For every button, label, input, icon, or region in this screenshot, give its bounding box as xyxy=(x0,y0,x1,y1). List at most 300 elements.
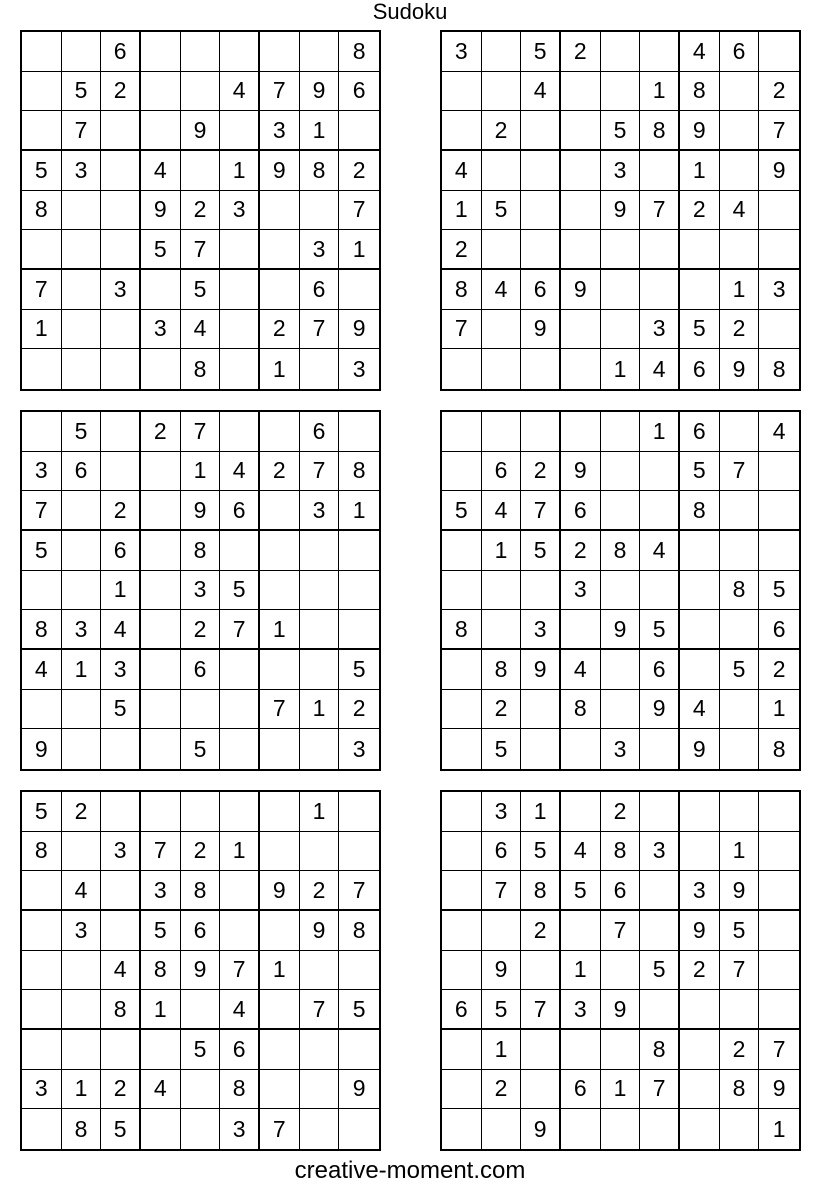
sudoku-cell xyxy=(339,1030,379,1070)
sudoku-cell: 9 xyxy=(260,151,300,191)
sudoku-cell xyxy=(339,412,379,452)
sudoku-cell xyxy=(442,531,482,571)
sudoku-cell: 9 xyxy=(561,270,601,310)
sudoku-cell xyxy=(680,650,720,690)
sudoku-cell xyxy=(141,792,181,832)
sudoku-cell xyxy=(220,270,260,310)
sudoku-cell: 1 xyxy=(260,349,300,389)
sudoku-cell: 9 xyxy=(339,310,379,350)
sudoku-cell: 4 xyxy=(521,72,561,112)
sudoku-cell xyxy=(561,1030,601,1070)
sudoku-cell: 1 xyxy=(640,72,680,112)
sudoku-cell: 3 xyxy=(62,151,102,191)
sudoku-cell xyxy=(561,191,601,231)
sudoku-cell xyxy=(181,792,221,832)
sudoku-cell xyxy=(640,911,680,951)
sudoku-cell: 2 xyxy=(141,412,181,452)
sudoku-cell: 6 xyxy=(720,32,760,72)
sudoku-cell: 5 xyxy=(220,571,260,611)
sudoku-cell xyxy=(181,990,221,1030)
sudoku-cell xyxy=(680,270,720,310)
sudoku-cell xyxy=(260,491,300,531)
sudoku-cell: 7 xyxy=(220,951,260,991)
sudoku-cell: 3 xyxy=(101,832,141,872)
sudoku-cell xyxy=(601,1109,641,1149)
sudoku-cell: 1 xyxy=(339,491,379,531)
sudoku-cell: 1 xyxy=(181,452,221,492)
sudoku-cell: 2 xyxy=(759,72,799,112)
sudoku-cell xyxy=(141,491,181,531)
sudoku-cell xyxy=(260,531,300,571)
sudoku-cell: 6 xyxy=(300,412,340,452)
sudoku-cell: 9 xyxy=(181,491,221,531)
sudoku-cell: 7 xyxy=(181,230,221,270)
sudoku-cell: 3 xyxy=(601,729,641,769)
sudoku-cell xyxy=(141,1109,181,1149)
sudoku-cell: 9 xyxy=(521,1109,561,1149)
sudoku-cell xyxy=(300,571,340,611)
sudoku-cell: 8 xyxy=(300,151,340,191)
sudoku-cell: 9 xyxy=(640,690,680,730)
sudoku-cell xyxy=(101,310,141,350)
sudoku-cell: 8 xyxy=(640,1030,680,1070)
sudoku-cell xyxy=(220,412,260,452)
sudoku-cell: 3 xyxy=(300,491,340,531)
sudoku-cell: 1 xyxy=(482,1030,522,1070)
sudoku-cell xyxy=(181,72,221,112)
sudoku-cell xyxy=(339,1109,379,1149)
sudoku-cell: 3 xyxy=(62,610,102,650)
sudoku-cell: 1 xyxy=(62,1070,102,1110)
sudoku-cell xyxy=(141,452,181,492)
sudoku-cell: 2 xyxy=(720,310,760,350)
sudoku-cell xyxy=(442,650,482,690)
sudoku-cell: 2 xyxy=(260,452,300,492)
sudoku-cell: 9 xyxy=(181,111,221,151)
sudoku-cell xyxy=(720,990,760,1030)
sudoku-cell xyxy=(720,531,760,571)
sudoku-cell xyxy=(521,729,561,769)
sudoku-cell: 2 xyxy=(181,832,221,872)
sudoku-cell: 4 xyxy=(101,951,141,991)
sudoku-cell: 6 xyxy=(339,72,379,112)
sudoku-cell: 6 xyxy=(521,270,561,310)
sudoku-cell xyxy=(260,270,300,310)
sudoku-cell: 2 xyxy=(260,310,300,350)
page-title: Sudoku xyxy=(372,0,448,24)
sudoku-cell xyxy=(759,491,799,531)
sudoku-cell: 2 xyxy=(300,871,340,911)
sudoku-cell xyxy=(300,729,340,769)
sudoku-cell xyxy=(220,32,260,72)
sudoku-cell xyxy=(561,1109,601,1149)
sudoku-cell: 1 xyxy=(220,151,260,191)
sudoku-cell xyxy=(640,491,680,531)
sudoku-cell xyxy=(141,111,181,151)
sudoku-cell: 1 xyxy=(62,650,102,690)
sudoku-cell: 8 xyxy=(101,990,141,1030)
sudoku-cell: 9 xyxy=(601,990,641,1030)
sudoku-cell: 2 xyxy=(521,452,561,492)
sudoku-cell xyxy=(260,832,300,872)
sudoku-cell xyxy=(720,111,760,151)
sudoku-cell: 6 xyxy=(680,412,720,452)
sudoku-cell: 4 xyxy=(680,690,720,730)
sudoku-cell xyxy=(561,610,601,650)
sudoku-cell: 6 xyxy=(482,832,522,872)
sudoku-cell xyxy=(339,571,379,611)
sudoku-cell: 4 xyxy=(141,151,181,191)
sudoku-cell: 3 xyxy=(601,151,641,191)
sudoku-cell xyxy=(101,1030,141,1070)
sudoku-cell: 7 xyxy=(759,1030,799,1070)
sudoku-cell xyxy=(720,491,760,531)
sudoku-cell xyxy=(720,72,760,112)
sudoku-cell: 4 xyxy=(482,491,522,531)
sudoku-cell: 5 xyxy=(720,911,760,951)
sudoku-cell: 2 xyxy=(521,911,561,951)
sudoku-cell: 8 xyxy=(772,735,786,762)
sudoku-cell xyxy=(260,990,300,1030)
sudoku-cell xyxy=(561,151,601,191)
sudoku-cell: 7 xyxy=(22,491,62,531)
sudoku-cell xyxy=(62,690,102,730)
sudoku-cell: 8 xyxy=(62,1109,102,1149)
sudoku-cell xyxy=(220,792,260,832)
sudoku-cell xyxy=(260,911,300,951)
sudoku-cell xyxy=(640,792,680,832)
sudoku-cell xyxy=(22,72,62,112)
sudoku-cell: 7 xyxy=(601,911,641,951)
sudoku-cell xyxy=(442,349,482,389)
sudoku-cell xyxy=(300,349,340,389)
sudoku-cell: 3 xyxy=(220,1109,260,1149)
sudoku-cell: 9 xyxy=(260,871,300,911)
sudoku-cell: 9 xyxy=(141,191,181,231)
sudoku-cell xyxy=(680,1109,720,1149)
sudoku-cell: 8 xyxy=(772,355,786,382)
sudoku-cell xyxy=(680,230,720,270)
sudoku-cell xyxy=(521,412,561,452)
sudoku-cell: 1 xyxy=(260,610,300,650)
sudoku-cell: 5 xyxy=(601,111,641,151)
sudoku-cell xyxy=(339,270,379,310)
sudoku-cell xyxy=(62,491,102,531)
sudoku-cell xyxy=(260,571,300,611)
sudoku-cell xyxy=(101,792,141,832)
sudoku-cell: 6 xyxy=(680,349,720,389)
sudoku-cell xyxy=(759,531,799,571)
sudoku-cell: 5 xyxy=(521,531,561,571)
sudoku-cell xyxy=(521,690,561,730)
sudoku-cell xyxy=(720,690,760,730)
sudoku-cell xyxy=(561,111,601,151)
sudoku-cell xyxy=(220,310,260,350)
sudoku-cell: 2 xyxy=(101,72,141,112)
sudoku-cell: 7 xyxy=(141,832,181,872)
sudoku-cell: 7 xyxy=(640,191,680,231)
sudoku-cell xyxy=(101,412,141,452)
sudoku-cell xyxy=(220,230,260,270)
sudoku-cell xyxy=(181,32,221,72)
sudoku-cell: 1 xyxy=(561,951,601,991)
sudoku-cell: 8 xyxy=(601,531,641,571)
sudoku-cell: 8 xyxy=(220,1070,260,1110)
sudoku-cell: 6 xyxy=(759,610,799,650)
sudoku-cell: 1 xyxy=(640,412,680,452)
sudoku-cell xyxy=(442,1109,482,1149)
sudoku-cell: 8 xyxy=(561,690,601,730)
sudoku-cell: 7 xyxy=(720,452,760,492)
footer-site-name: creative-moment.com xyxy=(294,1157,526,1184)
sudoku-cell xyxy=(601,690,641,730)
sudoku-cell: 6 xyxy=(101,32,141,72)
sudoku-cell: 1 xyxy=(300,792,340,832)
sudoku-cell: 5 xyxy=(640,951,680,991)
sudoku-cell: 3 xyxy=(260,111,300,151)
sudoku-cell xyxy=(181,690,221,730)
sudoku-cell: 7 xyxy=(300,310,340,350)
sudoku-cell xyxy=(601,32,641,72)
sudoku-cell xyxy=(101,191,141,231)
sudoku-cell xyxy=(482,230,522,270)
sudoku-cell xyxy=(521,571,561,611)
sudoku-cell xyxy=(22,911,62,951)
sudoku-grid-3 xyxy=(20,410,381,771)
sudoku-cell: 3 xyxy=(482,792,522,832)
sudoku-cell: 6 xyxy=(482,452,522,492)
sudoku-cell: 2 xyxy=(720,1030,760,1070)
sudoku-cell: 4 xyxy=(62,871,102,911)
sudoku-cell: 9 xyxy=(680,111,720,151)
sudoku-cell: 6 xyxy=(561,1070,601,1110)
sudoku-cell: 1 xyxy=(300,690,340,730)
sudoku-cell: 9 xyxy=(300,911,340,951)
sudoku-cell: 8 xyxy=(181,349,221,389)
sudoku-cell xyxy=(62,310,102,350)
sudoku-cell: 8 xyxy=(339,32,379,72)
sudoku-cell xyxy=(62,990,102,1030)
sudoku-cell xyxy=(220,911,260,951)
sudoku-cell: 5 xyxy=(640,610,680,650)
sudoku-cell xyxy=(141,571,181,611)
sudoku-cell: 6 xyxy=(181,650,221,690)
sudoku-cell xyxy=(442,111,482,151)
sudoku-cell xyxy=(141,729,181,769)
sudoku-cell xyxy=(220,349,260,389)
sudoku-cell: 3 xyxy=(680,871,720,911)
sudoku-cell: 5 xyxy=(62,412,102,452)
sudoku-cell xyxy=(601,491,641,531)
sudoku-cell: 7 xyxy=(22,270,62,310)
sudoku-grid-4 xyxy=(440,410,801,771)
sudoku-cell: 4 xyxy=(720,191,760,231)
sudoku-cell: 3 xyxy=(521,610,561,650)
sudoku-cell xyxy=(442,792,482,832)
sudoku-cell xyxy=(300,1109,340,1149)
sudoku-cell xyxy=(22,990,62,1030)
sudoku-cell xyxy=(720,1109,760,1149)
sudoku-cell: 7 xyxy=(759,111,799,151)
sudoku-cell xyxy=(482,151,522,191)
sudoku-cell xyxy=(561,310,601,350)
sudoku-cell xyxy=(101,349,141,389)
sudoku-cell xyxy=(339,531,379,571)
sudoku-cell xyxy=(521,111,561,151)
sudoku-cell xyxy=(260,729,300,769)
sudoku-cell: 7 xyxy=(521,491,561,531)
sudoku-cell: 5 xyxy=(521,32,561,72)
sudoku-cell xyxy=(442,571,482,611)
sudoku-cell: 8 xyxy=(339,452,379,492)
sudoku-cell xyxy=(561,729,601,769)
sudoku-cell: 8 xyxy=(482,650,522,690)
sudoku-cell xyxy=(260,191,300,231)
sudoku-cell xyxy=(521,191,561,231)
sudoku-cell: 2 xyxy=(482,111,522,151)
sudoku-cell: 1 xyxy=(101,571,141,611)
sudoku-cell xyxy=(640,1109,680,1149)
sudoku-cell: 3 xyxy=(640,310,680,350)
sudoku-cell xyxy=(442,1030,482,1070)
sudoku-cell: 9 xyxy=(181,951,221,991)
sudoku-cell: 5 xyxy=(442,491,482,531)
sudoku-cell xyxy=(442,729,482,769)
sudoku-cell: 2 xyxy=(181,610,221,650)
sudoku-cell: 5 xyxy=(101,1109,141,1149)
sudoku-cell xyxy=(339,610,379,650)
sudoku-cell xyxy=(759,32,799,72)
sudoku-cell xyxy=(442,72,482,112)
sudoku-cell: 1 xyxy=(720,832,760,872)
sudoku-cell xyxy=(62,832,102,872)
sudoku-cell xyxy=(181,151,221,191)
sudoku-cell xyxy=(482,310,522,350)
sudoku-cell: 4 xyxy=(640,349,680,389)
sudoku-cell: 2 xyxy=(181,191,221,231)
sudoku-cell xyxy=(442,1070,482,1110)
sudoku-cell xyxy=(141,690,181,730)
sudoku-cell xyxy=(561,412,601,452)
sudoku-cell xyxy=(62,1030,102,1070)
sudoku-cell: 7 xyxy=(640,1070,680,1110)
sudoku-cell xyxy=(521,1070,561,1110)
sudoku-cell: 4 xyxy=(561,650,601,690)
sudoku-cell xyxy=(62,951,102,991)
sudoku-cell: 1 xyxy=(601,1070,641,1110)
sudoku-cell xyxy=(300,832,340,872)
sudoku-cell: 5 xyxy=(482,990,522,1030)
sudoku-cell xyxy=(101,911,141,951)
sudoku-cell xyxy=(62,270,102,310)
sudoku-cell xyxy=(521,151,561,191)
sudoku-cell xyxy=(220,111,260,151)
sudoku-cell xyxy=(482,1109,522,1149)
sudoku-cell xyxy=(141,270,181,310)
sudoku-cell xyxy=(101,452,141,492)
sudoku-cell xyxy=(720,151,760,191)
sudoku-cell: 8 xyxy=(339,911,379,951)
sudoku-cell: 8 xyxy=(181,871,221,911)
sudoku-cell: 7 xyxy=(339,191,379,231)
sudoku-cell: 4 xyxy=(22,650,62,690)
sudoku-grid-5 xyxy=(20,790,381,1151)
sudoku-cell: 4 xyxy=(561,832,601,872)
sudoku-cell: 5 xyxy=(759,571,799,611)
sudoku-cell: 3 xyxy=(442,32,482,72)
sudoku-cell xyxy=(442,911,482,951)
sudoku-cell xyxy=(561,792,601,832)
sudoku-cell xyxy=(22,32,62,72)
sudoku-cell: 2 xyxy=(680,951,720,991)
sudoku-cell: 9 xyxy=(720,349,760,389)
sudoku-cell: 9 xyxy=(759,1070,799,1110)
sudoku-cell xyxy=(482,32,522,72)
sudoku-cell xyxy=(300,610,340,650)
sudoku-grid-1 xyxy=(20,30,381,391)
sudoku-cell xyxy=(22,1109,62,1149)
sudoku-cell: 9 xyxy=(482,951,522,991)
sudoku-cell xyxy=(22,871,62,911)
sudoku-cell: 3 xyxy=(352,735,366,762)
sudoku-cell xyxy=(680,832,720,872)
sudoku-cell: 5 xyxy=(22,792,62,832)
sudoku-cell xyxy=(640,871,680,911)
sudoku-cell: 7 xyxy=(482,871,522,911)
sudoku-cell xyxy=(62,230,102,270)
sudoku-cell: 4 xyxy=(141,1070,181,1110)
sudoku-cell xyxy=(640,990,680,1030)
sudoku-cell: 1 xyxy=(339,230,379,270)
sudoku-cell xyxy=(680,1070,720,1110)
sudoku-cell: 4 xyxy=(220,452,260,492)
sudoku-cell xyxy=(442,452,482,492)
sudoku-cell: 5 xyxy=(181,270,221,310)
sudoku-cell: 1 xyxy=(300,111,340,151)
sudoku-cell xyxy=(680,571,720,611)
sudoku-cell: 7 xyxy=(260,1109,300,1149)
sudoku-cell xyxy=(141,72,181,112)
sudoku-cell: 2 xyxy=(561,531,601,571)
sudoku-cell: 8 xyxy=(22,191,62,231)
sudoku-cell xyxy=(339,951,379,991)
sudoku-cell xyxy=(220,871,260,911)
sudoku-cell xyxy=(759,452,799,492)
sudoku-cell xyxy=(640,270,680,310)
sudoku-cell xyxy=(339,832,379,872)
sudoku-cell xyxy=(521,230,561,270)
sudoku-cell: 9 xyxy=(759,151,799,191)
sudoku-cell: 7 xyxy=(442,310,482,350)
sudoku-cell xyxy=(442,951,482,991)
sudoku-cell: 2 xyxy=(482,690,522,730)
sudoku-cell xyxy=(640,151,680,191)
sudoku-cell: 7 xyxy=(300,990,340,1030)
sudoku-cell xyxy=(759,951,799,991)
sudoku-cell xyxy=(260,792,300,832)
sudoku-cell: 2 xyxy=(759,650,799,690)
sudoku-cell: 7 xyxy=(62,111,102,151)
sudoku-cell: 9 xyxy=(601,610,641,650)
sudoku-cell: 4 xyxy=(680,32,720,72)
sudoku-cell: 6 xyxy=(561,491,601,531)
sudoku-cell xyxy=(759,871,799,911)
sudoku-cell: 3 xyxy=(300,230,340,270)
sudoku-cell: 5 xyxy=(720,650,760,690)
sudoku-cell: 5 xyxy=(561,871,601,911)
sudoku-cell xyxy=(759,990,799,1030)
sudoku-cell xyxy=(720,729,760,769)
